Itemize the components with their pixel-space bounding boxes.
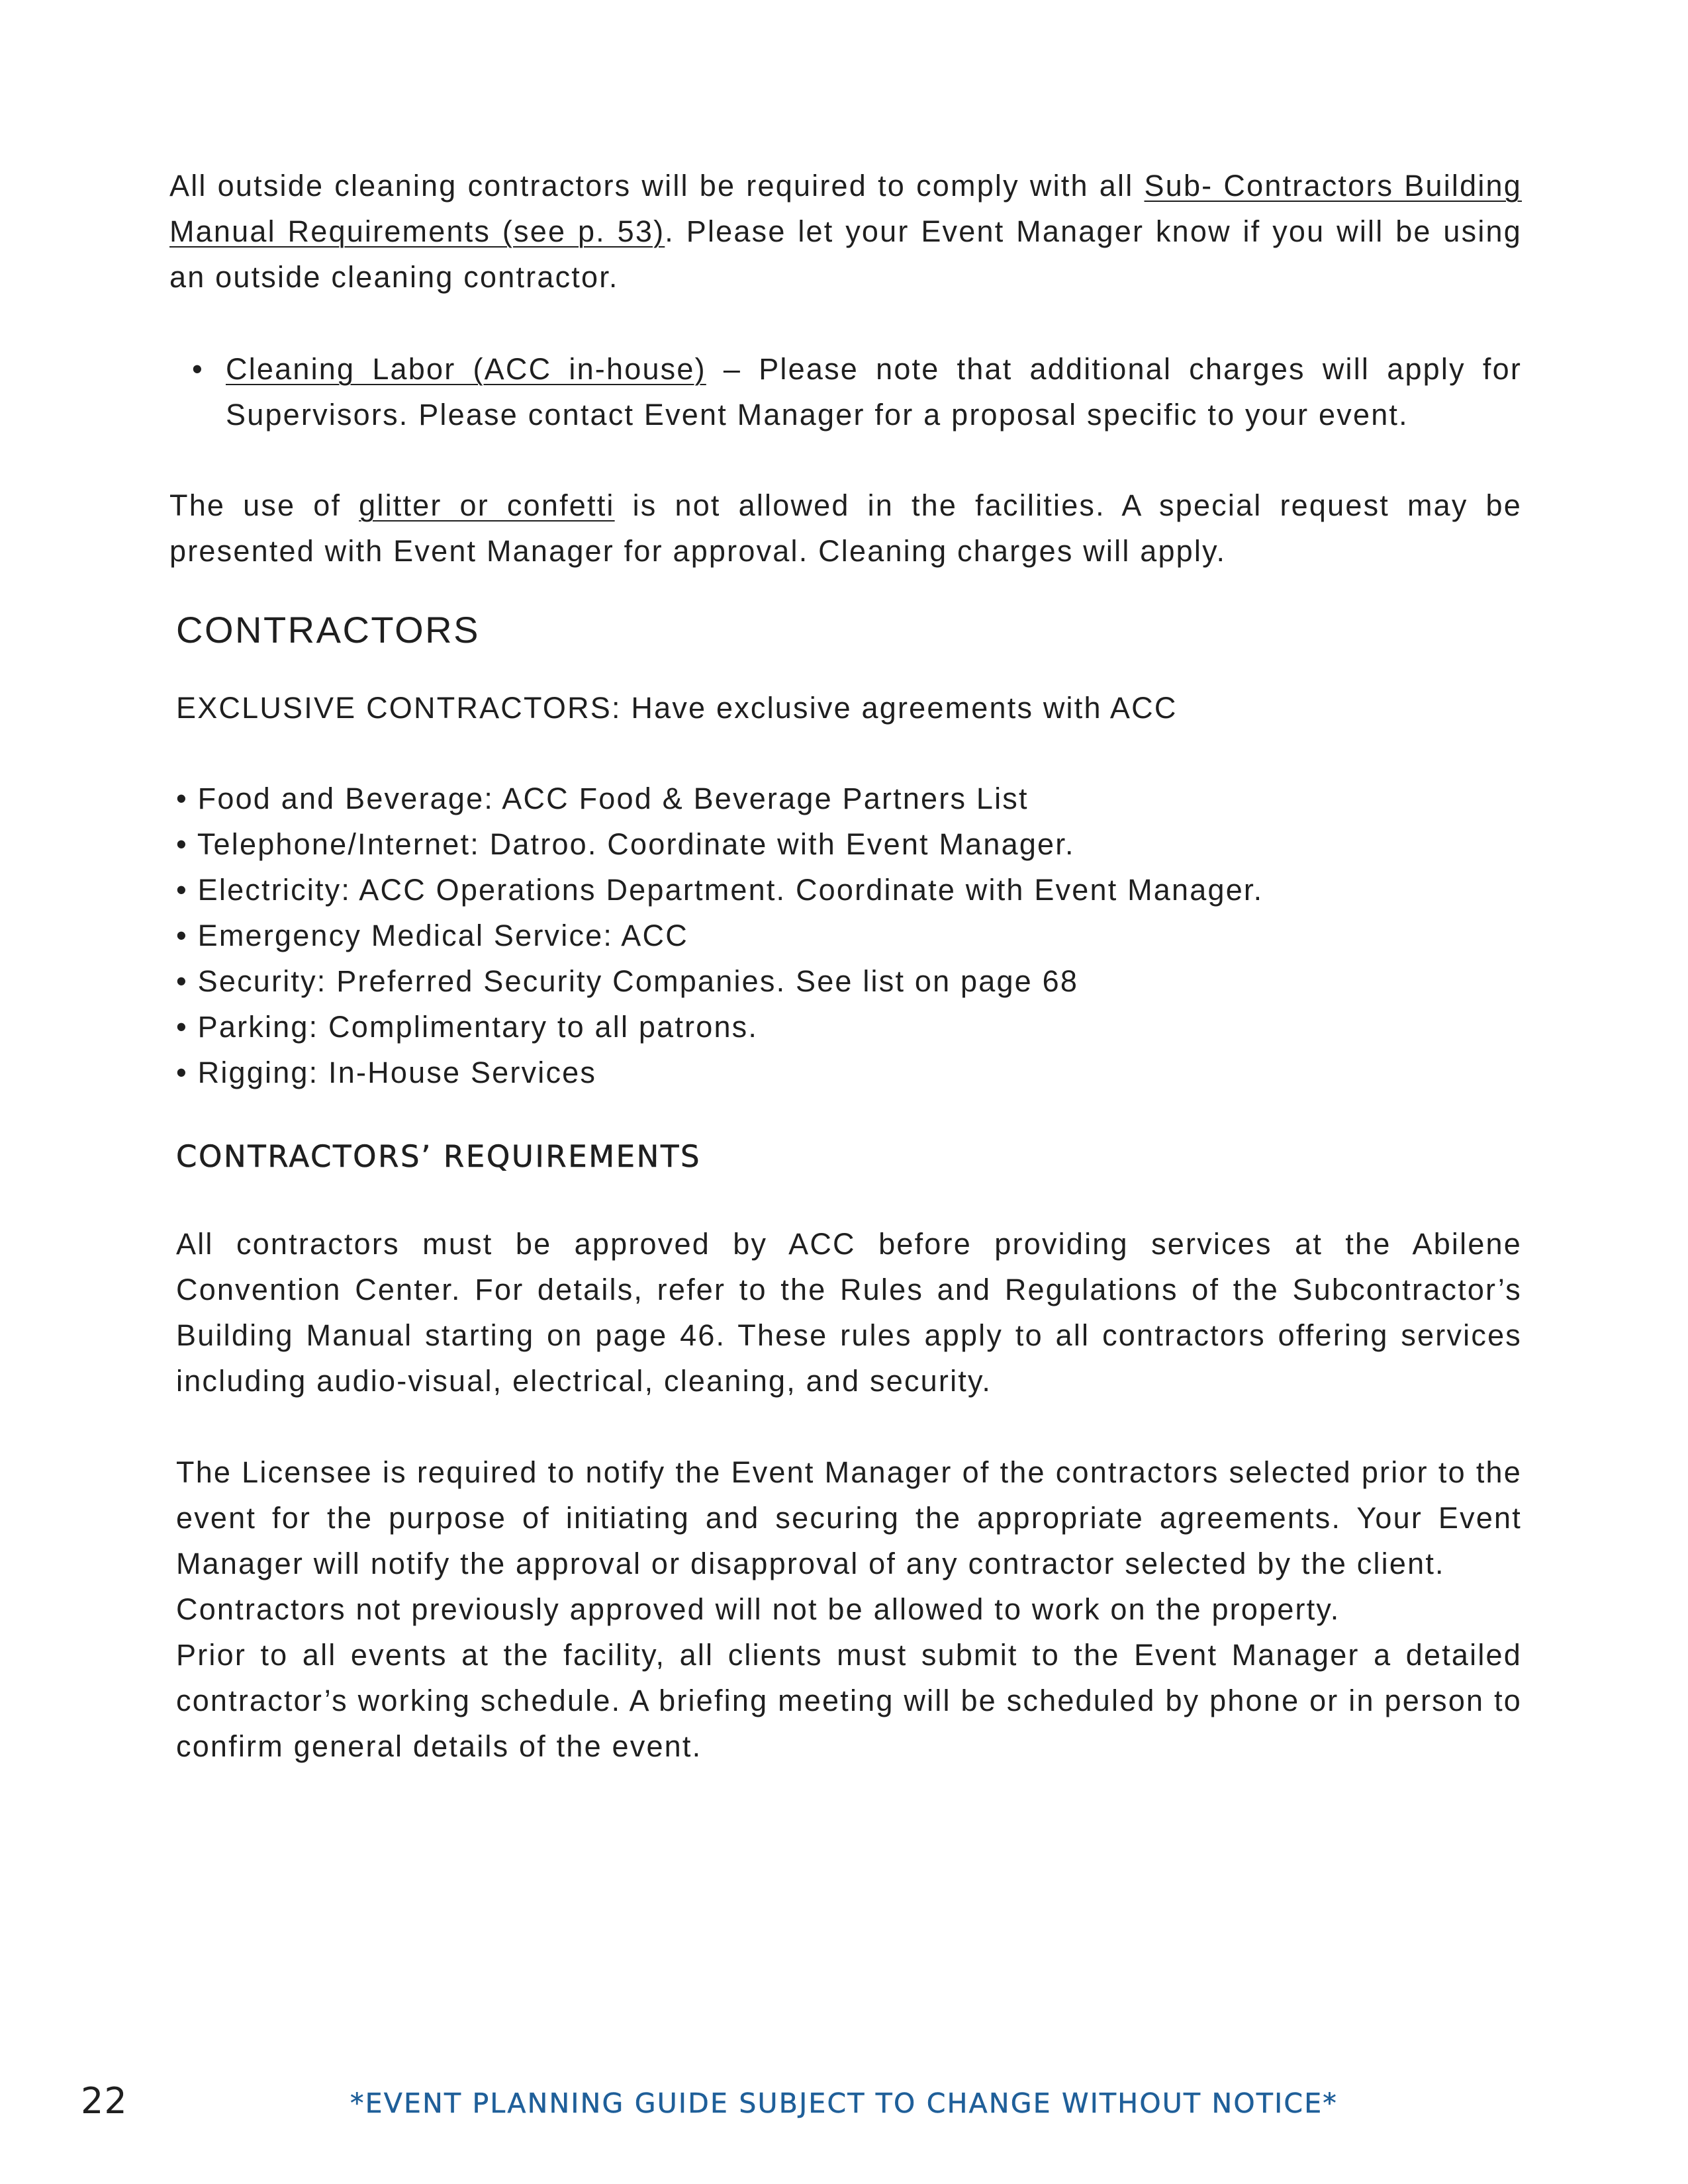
- subcontractors-manual-link[interactable]: Sub- Contractors Building Manual Requirements (see p. 53): [169, 169, 1522, 248]
- list-item: • Electricity: ACC Operations Department. Coordinate with Event Manager.: [176, 873, 1264, 907]
- glitter-confetti-link[interactable]: glitter or confetti: [359, 488, 615, 522]
- outside-cleaning-paragraph: [169, 163, 1522, 300]
- list-item: • Rigging: In-House Services: [176, 1056, 597, 1089]
- cleaning-labor-text: [226, 346, 1522, 437]
- glitter-text-end: is not allowed in the facilities. A special request may be presented with Event Manager for approval. Cleaning charges will apply.: [169, 488, 1522, 568]
- exclusive-contractors-intro: EXCLUSIVE CONTRACTORS: Have exclusive agreements with ACC: [176, 691, 1178, 725]
- glitter-paragraph: [169, 482, 1522, 574]
- list-item: • Emergency Medical Service: ACC: [176, 919, 688, 952]
- cleaning-labor-note: – Please note that additional charges will apply for Supervisors. Please contact Event Manager for a proposal specific to your event.: [226, 352, 1523, 432]
- contractors-heading: CONTRACTORS: [176, 609, 480, 651]
- cleaning-labor-link[interactable]: Cleaning Labor (ACC in-house): [226, 352, 706, 386]
- exclusive-contractors-list: [176, 776, 1526, 1095]
- bullet-dot: •: [192, 352, 204, 386]
- outside-cleaning-text: All outside cleaning contractors will be required to comply with all: [169, 169, 1145, 203]
- footer-disclaimer: *EVENT PLANNING GUIDE SUBJECT TO CHANGE WITHOUT NOTICE*: [350, 2087, 1338, 2119]
- list-item: • Parking: Complimentary to all patrons.: [176, 1010, 759, 1044]
- licensee-section: [176, 1449, 1522, 1769]
- not-approved-line: Contractors not previously approved will not be allowed to work on the property.: [176, 1592, 1340, 1626]
- list-item: • Telephone/Internet: Datroo. Coordinate with Event Manager.: [176, 827, 1075, 861]
- schedule-paragraph: Prior to all events at the facility, all clients must submit to the Event Manager a detailed contractor’s working schedule. A briefing meeting will be scheduled by phone or in person to confirm general details of the event.: [176, 1638, 1522, 1763]
- approval-paragraph: All contractors must be approved by ACC before providing services at the Abilene Convention Center. For details, refer to the Rules and Regulations of the Subcontractor’s Building Manual starting on page 46. These rules apply to all contractors offering services including audio-visual, electrical, cleaning, and security.: [176, 1227, 1522, 1398]
- glitter-text: The use of: [169, 488, 359, 522]
- list-item: • Food and Beverage: ACC Food & Beverage Partners List: [176, 782, 1029, 815]
- page-number: 22: [81, 2080, 128, 2122]
- contractors-requirements-heading: CONTRACTORS’ REQUIREMENTS: [176, 1139, 702, 1174]
- licensee-paragraph: The Licensee is required to notify the Event Manager of the contractors selected prior to the event for the purpose of initiating and securing the appropriate agreements. Your Event Manager will notify the approval or disapproval of any contractor selected by the client.: [176, 1455, 1522, 1580]
- list-item: • Security: Preferred Security Companies. See list on page 68: [176, 964, 1079, 998]
- cleaning-labor-bullet: [169, 346, 1522, 437]
- outside-cleaning-text-end: . Please let your Event Manager know if you will be using an outside cleaning contractor.: [169, 214, 1522, 294]
